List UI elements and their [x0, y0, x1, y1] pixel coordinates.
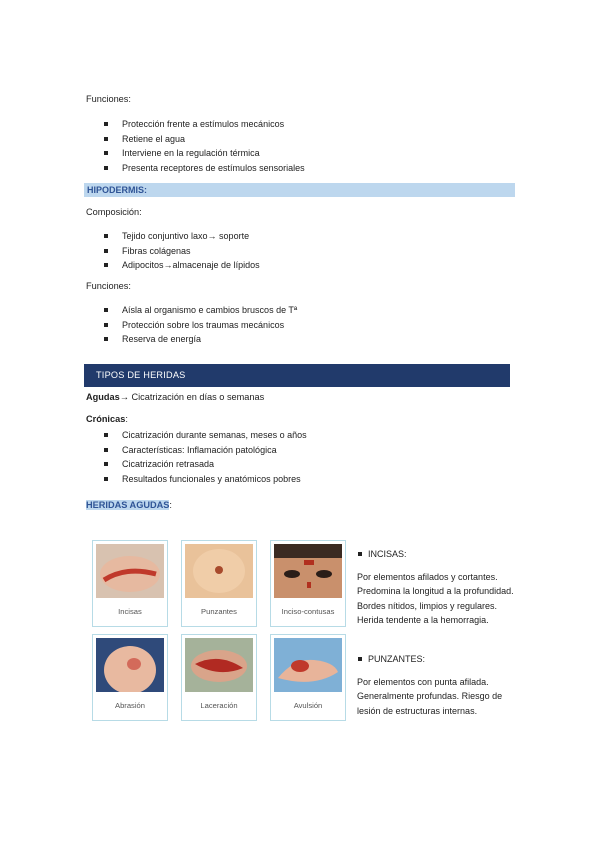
list-item: Reserva de energía: [104, 332, 297, 347]
wound-card: [92, 634, 168, 721]
punzantes-description: [357, 652, 517, 718]
wound-caption: Laceración: [200, 701, 238, 710]
list-item: Tejido conjuntivo laxo→ soporte: [104, 229, 260, 244]
agudas-line: [86, 392, 264, 402]
cronicas-list: [104, 428, 307, 486]
agudas-text: → Cicatrización en días o semanas: [119, 392, 265, 402]
hipodermis-funciones-list: [104, 303, 297, 347]
foot-incision-photo: [96, 544, 164, 598]
list-item: Retiene el agua: [104, 132, 305, 147]
tipos-heridas-title: TIPOS DE HERIDAS: [96, 370, 186, 380]
composicion-list: [104, 229, 260, 273]
funciones-label: Funciones:: [86, 94, 131, 104]
cronicas-line: [86, 414, 128, 424]
wound-card: [270, 540, 346, 627]
hipodermis-heading: [84, 183, 515, 197]
list-item: Aísla al organismo e cambios bruscos de Tª: [104, 303, 297, 318]
incisas-title: INCISAS:: [368, 549, 407, 559]
wound-card: [181, 634, 257, 721]
composicion-label: Composición:: [86, 207, 142, 217]
wound-caption: Incisas: [118, 607, 142, 616]
list-item: Presenta receptores de estímulos sensoriales: [104, 161, 305, 176]
heridas-agudas-line: [86, 500, 172, 510]
list-item: Cicatrización durante semanas, meses o años: [104, 428, 307, 443]
puncture-wound-photo: [185, 544, 253, 598]
incisas-description: [357, 547, 517, 628]
wound-card: [92, 540, 168, 627]
list-item: Cicatrización retrasada: [104, 457, 307, 472]
incisas-text: Por elementos afilados y cortantes. Predomina la longitud a la profundidad. Bordes nítidos, limpios y regulares. Herida tendente a la hemorragia.: [357, 571, 514, 626]
hipodermis-heading-text: HIPODERMIS:: [87, 185, 148, 195]
knee-abrasion-photo: [96, 638, 164, 692]
wound-caption: Avulsión: [293, 701, 323, 710]
incisas-heading: [357, 547, 517, 562]
wound-caption: Inciso-contusas: [281, 607, 335, 616]
list-item: Protección sobre los traumas mecánicos: [104, 318, 297, 333]
list-item: Protección frente a estímulos mecánicos: [104, 117, 305, 132]
heridas-agudas-heading: HERIDAS AGUDAS: [86, 500, 170, 510]
cronicas-colon: :: [125, 414, 128, 424]
hipodermis-funciones-label: Funciones:: [86, 281, 131, 291]
agudas-label: Agudas: [86, 392, 120, 402]
punzantes-title: PUNZANTES:: [368, 654, 426, 664]
list-item: Adipocitos→almacenaje de lípidos: [104, 258, 260, 273]
list-item: Fibras colágenas: [104, 244, 260, 259]
tipos-heridas-banner: [84, 364, 510, 387]
wound-caption: Punzantes: [201, 607, 237, 616]
funciones-list: [104, 117, 305, 175]
foot-avulsion-photo: [274, 638, 342, 692]
laceration-photo: [185, 638, 253, 692]
list-item: Características: Inflamación patológica: [104, 443, 307, 458]
forehead-wound-photo: [274, 544, 342, 598]
punzantes-text: Por elementos con punta afilada. Generalmente profundas. Riesgo de lesión de estructuras internas.: [357, 676, 503, 716]
wound-types-figure: [92, 540, 348, 716]
list-item: Interviene en la regulación térmica: [104, 146, 305, 161]
list-item: Resultados funcionales y anatómicos pobres: [104, 472, 307, 487]
wound-card: [181, 540, 257, 627]
punzantes-heading: [357, 652, 517, 667]
heridas-agudas-colon: :: [169, 500, 172, 510]
wound-caption: Abrasión: [115, 701, 145, 710]
cronicas-label: Crónicas: [86, 414, 126, 424]
wound-card: [270, 634, 346, 721]
